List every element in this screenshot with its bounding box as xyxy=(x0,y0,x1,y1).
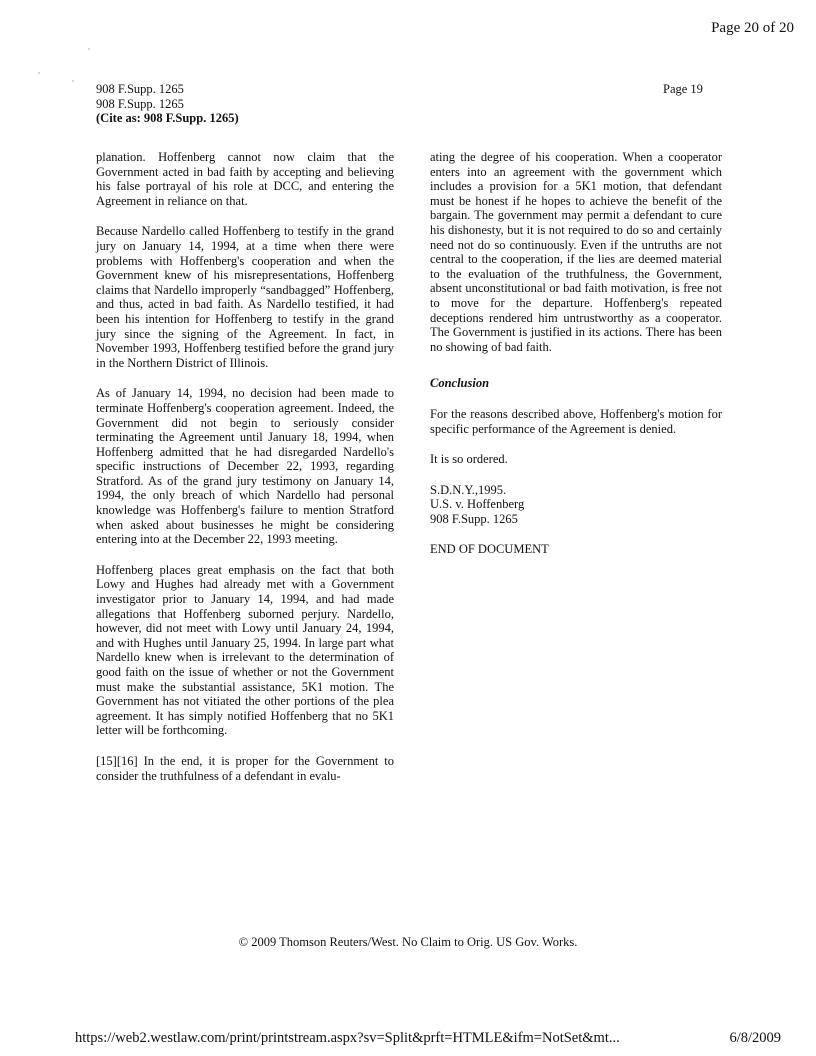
cite-as-line: (Cite as: 908 F.Supp. 1265) xyxy=(96,111,239,125)
citation-header xyxy=(96,82,239,126)
print-url: https://web2.westlaw.com/print/printstream.aspx?sv=Split&prft=HTMLE&ifm=NotSet&mt... xyxy=(75,1030,620,1046)
print-date: 6/8/2009 xyxy=(729,1030,781,1046)
body-paragraph: planation. Hoffenberg cannot now claim that the Government acted in bad faith by accepting and believing his false portrayal of his role at DCC, and entering the Agreement in reliance on that. xyxy=(96,150,394,208)
body-paragraph: As of January 14, 1994, no decision had been made to terminate Hoffenberg's cooperation agreement. Indeed, the Government did not begin to seriously consider terminating the Agreement until January 18, 1994, when Hoffenberg admitted that he had disregarded Nardello's specific instructions of December 22, 1993, regarding Stratford. As of the grand jury testimony on January 14, 1994, the only breach of which Nardello had personal knowledge was Hoffenberg's failure to mention Stratford when asked about businesses he might be considering entering into at the December 22, 1993 meeting. xyxy=(96,386,394,547)
conclusion-paragraph: For the reasons described above, Hoffenberg's motion for specific performance of the Agreement is denied. xyxy=(430,406,722,436)
citation-line: 908 F.Supp. 1265 xyxy=(96,96,184,111)
so-ordered: It is so ordered. xyxy=(430,452,508,467)
body-paragraph: Hoffenberg places great emphasis on the fact that both Lowy and Hughes had already met with a Government investigator prior to January 14, 1994, and had made allegations that Hoffenberg suborned perjury. Nardello, however, did not meet with Lowy until January 24, 1994, and with Hughes until January 25, 1994. In large part what Nardello knew when is irrelevant to the determination of good faith on the issue of whether or not the Government must make the substantial assistance, 5K1 motion. The Government has not vitiated the other portions of the plea agreement. It has simply notified Hoffenberg that no 5K1 letter will be forthcoming. xyxy=(96,562,394,738)
left-column xyxy=(96,150,394,799)
end-of-document: END OF DOCUMENT xyxy=(430,542,549,557)
citation-line: 908 F.Supp. 1265 xyxy=(96,82,184,96)
copyright-notice: © 2009 Thomson Reuters/West. No Claim to Orig. US Gov. Works. xyxy=(238,935,578,949)
case-citation-block xyxy=(430,483,722,527)
body-paragraph: Because Nardello called Hoffenberg to testify in the grand jury on January 14, 1994, at a time when there were problems with Hoffenberg's cooperation and when the Government knew of his misrepresentations, Hoffenberg claims that Nardello improperly “sandbagged” Hoffenberg, and thus, acted in bad faith. As Nardello testified, it had been his intention for Hoffenberg to testify in the grand jury since the signing of the Agreement. In fact, in November 1993, Hoffenberg testified before the grand jury in the Northern District of Illinois. xyxy=(96,224,394,370)
scan-speck xyxy=(88,48,90,50)
case-citation: 908 F.Supp. 1265 xyxy=(430,511,518,526)
body-paragraph: ating the degree of his cooperation. When a cooperator enters into an agreement with the government which includes a provision for a 5K1 motion, that defendant must be honest if he hopes to achieve the benefit of the bargain. The government may permit a defendant to cure his dishonesty, but it is not required to do so and certainly need not do so continuously. Even if the untruths are not central to the cooperation, if the lies are deemed material to the evaluation of the truthfulness, the Government, absent unconstitutional or bad faith motivation, is free not to move for the departure. Hoffenberg's repeated deceptions rendered him untrustworthy as a cooperator. The Government is justified in its actions. There has been no showing of bad faith. xyxy=(430,150,722,354)
scan-speck xyxy=(38,72,40,74)
case-name: U.S. v. Hoffenberg xyxy=(430,497,525,512)
page-counter: Page 20 of 20 xyxy=(711,20,794,36)
right-column xyxy=(430,150,722,573)
body-paragraph: [15][16] In the end, it is proper for the Government to consider the truthfulness of a defendant in evalu- xyxy=(96,753,394,783)
court-line: S.D.N.Y.,1995. xyxy=(430,482,507,497)
page-number: Page 19 xyxy=(663,82,703,96)
conclusion-heading: Conclusion xyxy=(430,376,490,391)
scan-speck xyxy=(72,80,74,82)
